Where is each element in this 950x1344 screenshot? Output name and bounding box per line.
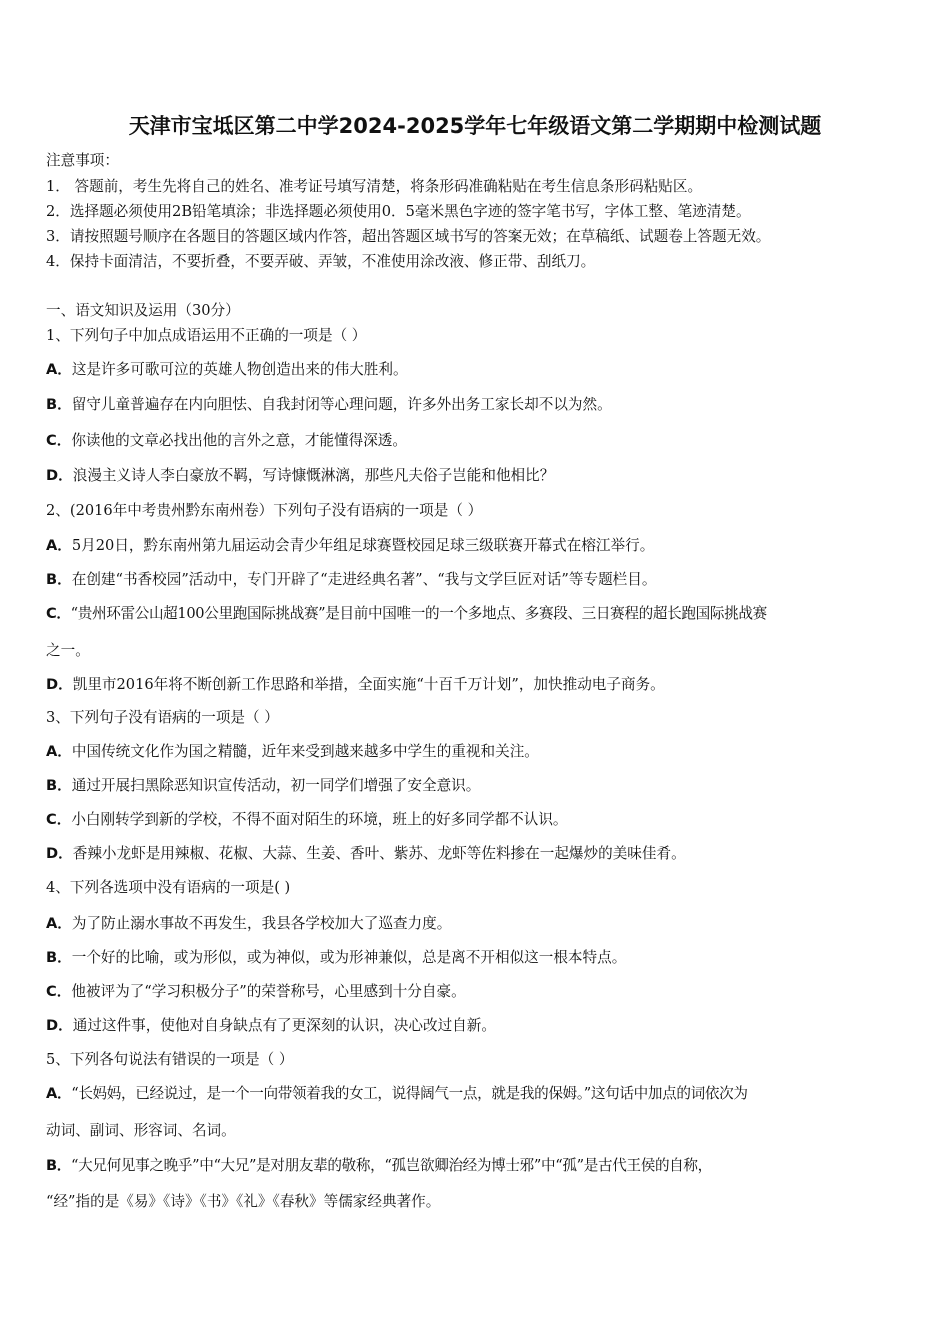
section-heading: 一、语文知识及运用（30分） [46, 302, 240, 319]
question-1-stem: 1、下列句子中加点成语运用不正确的一项是（ ） [46, 327, 367, 344]
option-text: 通过这件事，使他对自身缺点有了更深刻的认识，决心改过自新。 [72, 1017, 496, 1034]
option-text: 凯里市2016年将不断创新工作思路和举措，全面实施“十百千万计划”，加快推动电子商务。 [72, 676, 665, 693]
option-text: 在创建“书香校园”活动中，专门开辟了“走进经典名著”、“我与文学巨匠对话”等专题栏目。 [71, 571, 657, 588]
option-label: D． [46, 467, 73, 484]
option-text: 为了防止溺水事故不再发生，我县各学校加大了巡查力度。 [71, 915, 452, 932]
option-label: C． [46, 432, 72, 449]
notice-item-1: 1． 答题前，考生先将自己的姓名、准考证号填写清楚，将条形码准确粘贴在考生信息条形码粘贴区。 [46, 178, 703, 195]
option-label: A． [46, 1085, 72, 1102]
option-label: C． [46, 605, 71, 622]
question-2-option-a [46, 537, 654, 555]
option-label: A． [46, 915, 72, 932]
page-title: 天津市宝坻区第二中学2024-2025学年七年级语文第二学期期中检测试题 [128, 114, 822, 138]
option-label: D． [46, 676, 73, 693]
option-label: B． [46, 1157, 72, 1174]
question-5-option-b-continued: “经”指的是《易》《诗》《书》《礼》《春秋》等儒家经典著作。 [46, 1193, 441, 1210]
option-text: 他被评为了“学习积极分子”的荣誉称号，心里感到十分自豪。 [71, 983, 466, 1000]
option-text: 香辣小龙虾是用辣椒、花椒、大蒜、生姜、香叶、紫苏、龙虾等佐料掺在一起爆炒的美味佳肴。 [72, 845, 686, 862]
question-1-option-c [46, 432, 407, 450]
notice-heading: 注意事项： [46, 152, 119, 169]
option-text: 小白刚转学到新的学校，不得不面对陌生的环境，班上的好多同学都不认识。 [71, 811, 568, 828]
option-label: C． [46, 811, 72, 828]
option-label: B． [46, 396, 72, 413]
option-label: A． [46, 537, 72, 554]
question-2-option-c-continued: 之一。 [46, 642, 90, 659]
option-label: B． [46, 571, 72, 588]
option-text: 通过开展扫黑除恶知识宣传活动，初一同学们增强了安全意识。 [71, 777, 481, 794]
option-text: 你读他的文章必找出他的言外之意，才能懂得深透。 [71, 432, 407, 449]
option-text: 中国传统文化作为国之精髓，近年来受到越来越多中学生的重视和关注。 [71, 743, 539, 760]
option-label: D． [46, 1017, 73, 1034]
question-1-option-d [46, 467, 554, 485]
question-4-option-b [46, 949, 626, 967]
question-2-stem: 2、(2016年中考贵州黔东南州卷）下列句子没有语病的一项是（ ） [46, 502, 483, 519]
question-5-option-a-continued: 动词、副词、形容词、名词。 [46, 1122, 236, 1139]
question-5-option-b [46, 1157, 712, 1175]
question-3-option-b [46, 777, 480, 795]
question-2-option-c [46, 605, 767, 623]
question-1-option-a [46, 361, 408, 379]
option-text: “大兄何见事之晚乎”中“大兄”是对朋友辈的敬称，“孤岂欲卿治经为博士邪”中“孤”是古代王侯的自称， [71, 1157, 712, 1174]
notice-item-3: 3．请按照题号顺序在各题目的答题区域内作答，超出答题区域书写的答案无效；在草稿纸、试题卷上答题无效。 [46, 228, 771, 245]
question-4-stem: 4、下列各选项中没有语病的一项是( ) [46, 879, 291, 896]
notice-item-2: 2．选择题必须使用2B铅笔填涂；非选择题必须使用0．5毫米黑色字迹的签字笔书写，字体工整、笔迹清楚。 [46, 203, 751, 220]
option-label: A． [46, 361, 72, 378]
question-4-option-d [46, 1017, 496, 1035]
question-5-stem: 5、下列各句说法有错误的一项是（ ） [46, 1051, 294, 1068]
option-text: “贵州环雷公山超100公里跑国际挑战赛”是目前中国唯一的一个多地点、多赛段、三日赛程的超长跑国际挑战赛 [70, 605, 767, 622]
question-4-option-c [46, 983, 466, 1001]
question-3-stem: 3、下列句子没有语病的一项是（ ） [46, 709, 279, 726]
option-text: 浪漫主义诗人李白豪放不羁，写诗慷慨淋漓，那些凡夫俗子岂能和他相比？ [72, 467, 555, 484]
option-label: B． [46, 949, 72, 966]
option-label: D． [46, 845, 73, 862]
option-text: 一个好的比喻，或为形似，或为神似，或为形神兼似，总是离不开相似这一根本特点。 [71, 949, 627, 966]
question-3-option-d [46, 845, 686, 863]
question-3-option-a [46, 743, 539, 761]
question-5-option-a [46, 1085, 748, 1103]
option-label: A． [46, 743, 72, 760]
option-text: 5月20日，黔东南州第九届运动会青少年组足球赛暨校园足球三级联赛开幕式在榕江举行。 [71, 537, 655, 554]
question-3-option-c [46, 811, 568, 829]
option-text: 留守儿童普遍存在内向胆怯、自我封闭等心理问题，许多外出务工家长却不以为然。 [71, 396, 612, 413]
option-text: “长妈妈，已经说过，是一个一向带领着我的女工，说得阔气一点，就是我的保姆。”这句话中加点的词依次为 [71, 1085, 748, 1102]
question-2-option-b [46, 571, 656, 589]
option-text: 这是许多可歌可泣的英雄人物创造出来的伟大胜利。 [71, 361, 408, 378]
notice-item-4: 4．保持卡面清洁，不要折叠，不要弄破、弄皱，不准使用涂改液、修正带、刮纸刀。 [46, 253, 596, 270]
option-label: C． [46, 983, 72, 1000]
question-4-option-a [46, 915, 451, 933]
option-label: B． [46, 777, 72, 794]
question-2-option-d [46, 676, 665, 694]
question-1-option-b [46, 396, 612, 414]
